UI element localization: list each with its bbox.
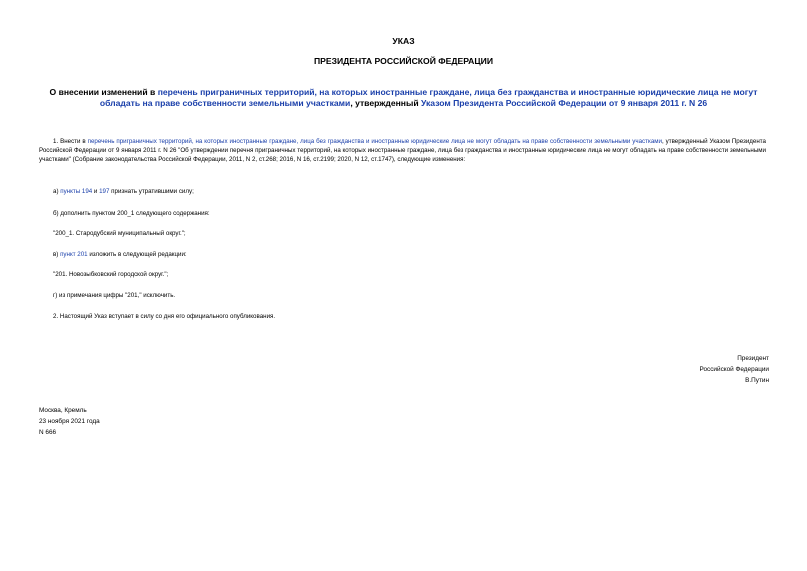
document-title <box>38 87 769 109</box>
item-a-link-197[interactable]: 197 <box>99 188 110 195</box>
item-v-quote: "201. Новозыбковский городской округ."; <box>53 271 169 278</box>
para1-text-1: 1. Внести в <box>53 138 88 145</box>
paragraph-1 <box>39 137 766 164</box>
decree-number: N 666 <box>39 429 57 436</box>
para1-link-list[interactable]: перечень приграничных территорий, на которых иностранные граждане, лица без гражданства и иностранные юридические лица не могут обладать на праве собственности земельными участками <box>87 138 662 145</box>
para1-text-2: , утвержденный Указом Президента Российской Федерации от 9 января 2011 г. N 26 "Об утверждении перечня приграничных территорий, на которых иностранные граждане, лица без гражданства и иностранные юридические лица не могут обладать на праве собственности земельными участками" (Собрание законодательства Российской Федерации, 2011, N 2, ст.268; 2016, N 16, ст.2199; 2020, N 12, ст.1747), следующие изменения: <box>39 138 766 163</box>
item-v <box>53 250 187 259</box>
paragraph-2: 2. Настоящий Указ вступает в силу со дня его официального опубликования. <box>53 313 276 320</box>
place-date-block <box>39 405 100 438</box>
place-city: Москва, Кремль <box>39 407 87 414</box>
item-g: г) из примечания цифры "201," исключить. <box>53 292 176 299</box>
item-v-text-1: в) <box>53 251 61 258</box>
title-text-1: О внесении изменений в <box>49 87 158 97</box>
issuer-heading: ПРЕЗИДЕНТА РОССИЙСКОЙ ФЕДЕРАЦИИ <box>313 56 494 66</box>
item-v-link-201[interactable]: пункт 201 <box>60 251 88 258</box>
item-a-text-1: а) <box>53 188 61 195</box>
title-link-decree[interactable]: Указом Президента Российской Федерации от 9 января 2011 г. N 26 <box>420 98 708 108</box>
item-a-link-194[interactable]: пункты 194 <box>60 188 93 195</box>
item-a-text-2: и <box>92 188 100 195</box>
signature-line-2: Российской Федерации <box>699 366 769 373</box>
item-a-text-3: признать утратившими силу; <box>109 188 194 195</box>
signature-block <box>700 353 770 386</box>
doc-type-heading: УКАЗ <box>392 36 415 46</box>
item-a <box>53 187 194 196</box>
signature-line-1: Президент <box>737 355 769 362</box>
item-v-text-2: изложить в следующей редакции: <box>87 251 187 258</box>
title-text-2: , утвержденный <box>350 98 421 108</box>
title-link-list[interactable]: перечень приграничных территорий, на которых иностранные граждане, лица без гражданства и иностранные юридические лица не могут обладать на праве собственности земельными участками <box>99 87 758 108</box>
place-date: 23 ноября 2021 года <box>39 418 100 425</box>
item-b-quote: "200_1. Стародубский муниципальный округ."; <box>53 230 186 237</box>
signature-line-3: В.Путин <box>745 377 769 384</box>
item-b: б) дополнить пунктом 200_1 следующего содержания: <box>53 210 210 217</box>
